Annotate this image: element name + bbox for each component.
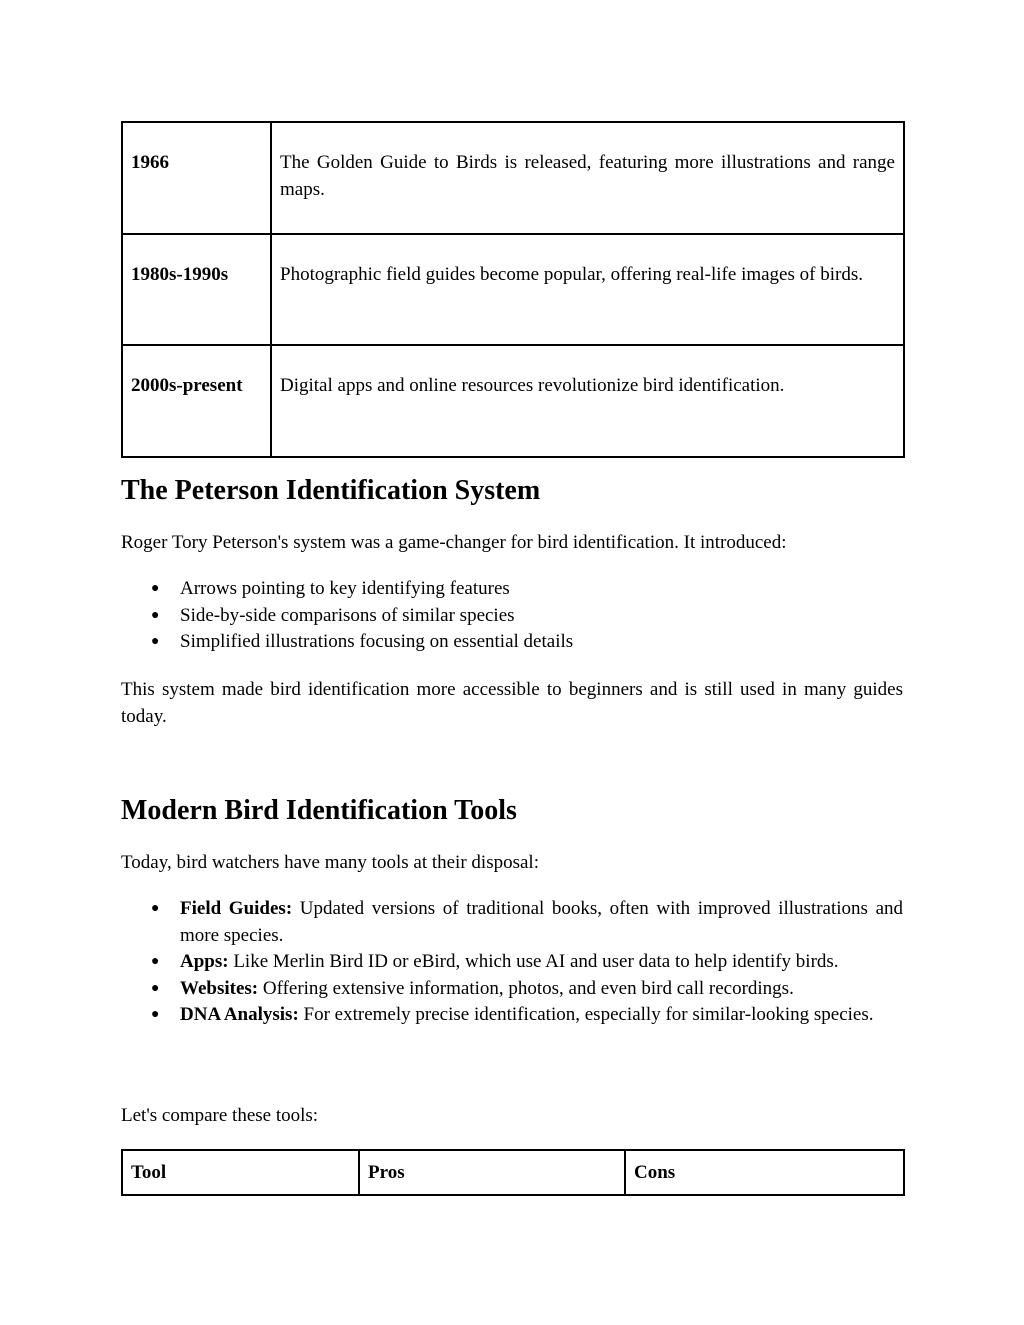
column-header-pros: Pros xyxy=(359,1150,625,1195)
timeline-description: Photographic field guides become popular, offering real-life images of birds. xyxy=(271,234,904,346)
modern-heading: Modern Bird Identification Tools xyxy=(121,795,517,826)
list-item-text: Simplified illustrations focusing on essential details xyxy=(180,631,574,653)
list-item-text: For extremely precise identification, especially for similar-looking species. xyxy=(303,1004,874,1026)
list-item xyxy=(121,603,903,630)
bullet-icon: ● xyxy=(151,634,160,650)
peterson-bullet-list xyxy=(121,576,903,656)
table-row xyxy=(122,345,904,457)
timeline-year: 1980s-1990s xyxy=(122,234,271,346)
list-item-text: Updated versions of traditional books, often with improved illustrations and more species. xyxy=(180,898,903,946)
bullet-icon: ● xyxy=(151,901,160,916)
compare-intro: Let's compare these tools: xyxy=(121,1105,319,1126)
column-header-cons: Cons xyxy=(625,1150,904,1195)
modern-intro: Today, bird watchers have many tools at their disposal: xyxy=(121,852,539,873)
timeline-table xyxy=(121,121,905,458)
list-item-term: Field Guides: xyxy=(180,898,293,919)
list-item-text: Offering extensive information, photos, and even bird call recordings. xyxy=(262,977,794,999)
table-row xyxy=(122,234,904,346)
timeline-year: 1966 xyxy=(122,122,271,234)
list-item xyxy=(121,896,903,949)
list-item-text: Like Merlin Bird ID or eBird, which use AI and user data to help identify birds. xyxy=(233,951,839,973)
timeline-description: The Golden Guide to Birds is released, featuring more illustrations and range maps. xyxy=(271,122,904,234)
list-item xyxy=(121,1002,903,1029)
list-item-text: Side-by-side comparisons of similar species xyxy=(180,604,515,626)
list-item-term: DNA Analysis: xyxy=(180,1004,299,1026)
peterson-intro: Roger Tory Peterson's system was a game-changer for bird identification. It introduced: xyxy=(121,532,787,553)
compare-table xyxy=(121,1149,905,1196)
table-row xyxy=(122,122,904,234)
list-item xyxy=(121,576,903,603)
bullet-icon: ● xyxy=(151,980,160,996)
list-item-text: Arrows pointing to key identifying features xyxy=(180,578,510,599)
list-item xyxy=(121,976,903,1003)
timeline-year: 2000s-present xyxy=(122,345,271,457)
list-item-term: Websites: xyxy=(180,977,259,999)
bullet-icon: ● xyxy=(151,607,160,623)
table-header-row xyxy=(122,1150,904,1195)
peterson-outro: This system made bird identification more accessible to beginners and is still used in many guides today. xyxy=(121,679,903,727)
list-item-term: Apps: xyxy=(180,951,229,973)
peterson-heading: The Peterson Identification System xyxy=(121,475,541,506)
bullet-icon: ● xyxy=(151,954,160,970)
modern-bullet-list xyxy=(121,896,903,1029)
bullet-icon: ● xyxy=(151,1007,160,1023)
timeline-description: Digital apps and online resources revolutionize bird identification. xyxy=(271,345,904,457)
bullet-icon: ● xyxy=(151,581,160,596)
list-item xyxy=(121,629,903,656)
list-item xyxy=(121,949,903,976)
column-header-tool: Tool xyxy=(122,1150,359,1195)
